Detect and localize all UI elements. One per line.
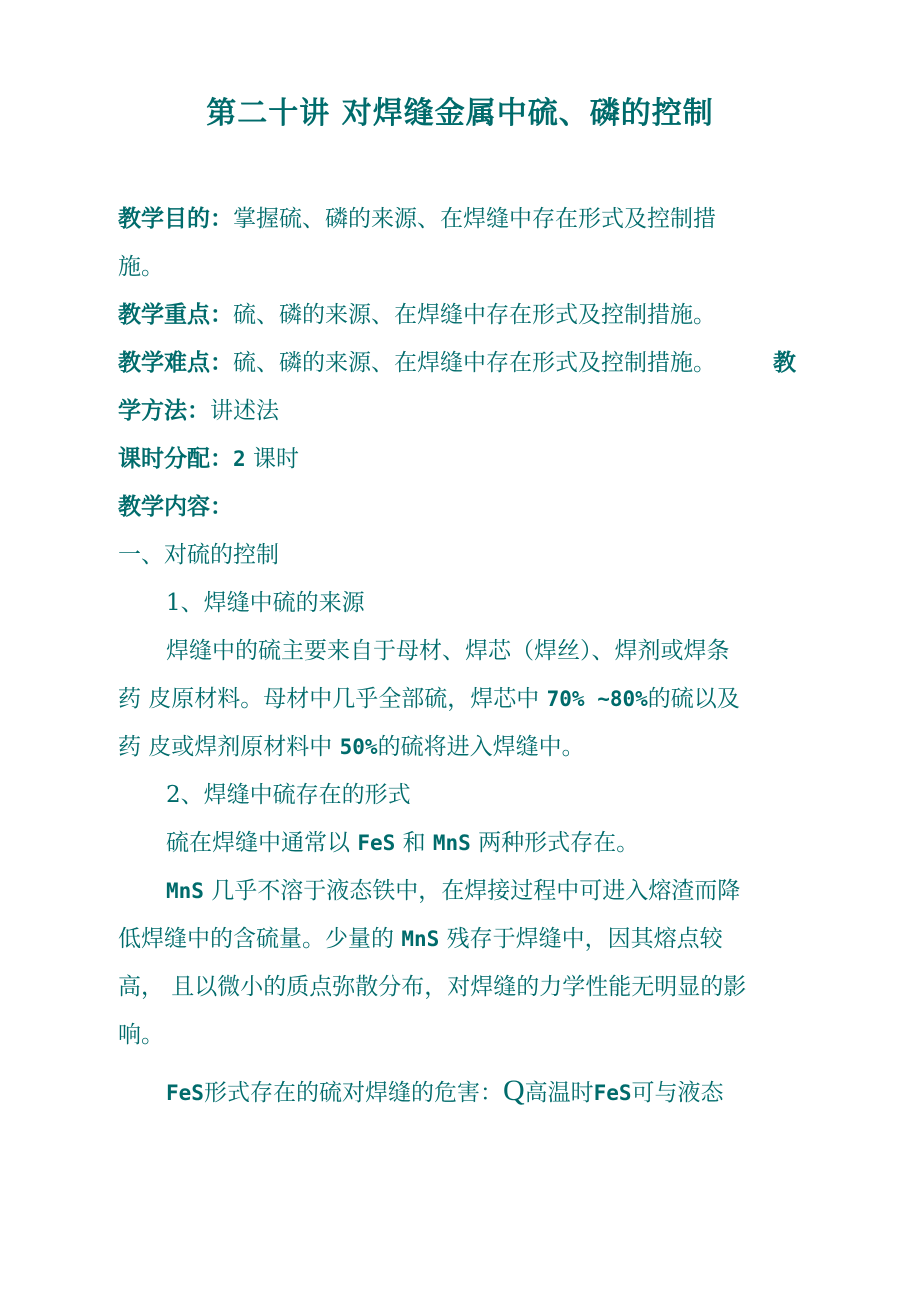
formula-fes: FeS — [593, 1081, 632, 1105]
formula-mns: MnS — [432, 831, 471, 855]
paragraph-line — [118, 731, 808, 763]
paragraph-text: 药 皮或焊剂原材料中 — [118, 734, 333, 760]
subsection-heading: 2、焊缝中硫存在的形式 — [166, 782, 411, 808]
paragraph-text: 硫在焊缝中通常以 — [166, 830, 350, 856]
method-label-start: 教 — [773, 349, 796, 376]
objective-text-cont: 施。 — [118, 254, 164, 280]
paragraph-text: 和 — [402, 830, 426, 856]
objective-line — [118, 203, 808, 235]
paragraph-line — [166, 1075, 856, 1109]
difficulties-text: 硫、磷的来源、在焊缝中存在形式及控制措施。 — [233, 350, 716, 376]
paragraph-line: 焊缝中的硫主要来自于母材、焊芯（焊丝）、焊剂或焊条 — [166, 638, 730, 664]
paragraph-line — [118, 683, 808, 715]
objective-text: 掌握硫、磷的来源、在焊缝中存在形式及控制措 — [233, 206, 716, 232]
paragraph-text: 药 皮原材料。母材中几乎全部硫，焊芯中 — [118, 686, 540, 712]
paragraph-line — [118, 923, 808, 955]
hours-number: 2 — [233, 447, 246, 471]
paragraph-text: 的硫将进入焊缝中。 — [377, 734, 585, 760]
percent-value: 50% — [339, 735, 378, 759]
method-line — [118, 395, 808, 427]
section-heading: 一、对硫的控制 — [118, 542, 279, 568]
formula-fes: FeS — [357, 831, 396, 855]
key-points-line — [118, 299, 808, 331]
paragraph-line: 高， 且以微小的质点弥散分布，对焊缝的力学性能无明显的影 — [118, 974, 747, 1000]
difficulties-label: 教学难点： — [118, 349, 233, 376]
paragraph-line — [166, 875, 856, 907]
paragraph-text: 两种形式存在。 — [478, 830, 640, 856]
paragraph-line: 响。 — [118, 1022, 164, 1048]
hours-line — [118, 443, 808, 475]
objective-line-2 — [118, 251, 808, 283]
difficulties-line — [118, 347, 808, 379]
paragraph-text: 形式存在的硫对焊缝的危害： — [203, 1080, 503, 1106]
page-title: 第二十讲 对焊缝金属中硫、磷的控制 — [206, 96, 714, 131]
paragraph-text: 的硫以及 — [647, 686, 740, 712]
method-text: 讲述法 — [210, 398, 279, 424]
paragraph-text: 低焊缝中的含硫量。少量的 — [118, 926, 394, 952]
method-label: 学方法： — [118, 397, 210, 424]
percent-value: 70% ~80% — [546, 687, 648, 711]
paragraph-line — [166, 827, 856, 859]
hours-label: 课时分配： — [118, 445, 233, 472]
paragraph-text: 可与液态 — [631, 1080, 724, 1106]
objective-label: 教学目的： — [118, 205, 233, 232]
key-points-text: 硫、磷的来源、在焊缝中存在形式及控制措施。 — [233, 302, 716, 328]
paragraph-text: 高温时 — [524, 1080, 594, 1106]
formula-mns: MnS — [166, 879, 204, 903]
content-label: 教学内容： — [118, 493, 233, 520]
hours-text: 课时 — [252, 446, 299, 472]
key-points-label: 教学重点： — [118, 301, 233, 328]
subsection-heading: 1、焊缝中硫的来源 — [166, 590, 365, 616]
circled-marker: Q — [502, 1074, 525, 1107]
paragraph-text: 几乎不溶于液态铁中，在焊接过程中可进入熔渣而降 — [211, 878, 741, 904]
paragraph-text: 残存于焊缝中，因其熔点较 — [446, 926, 723, 952]
formula-mns: MnS — [401, 927, 440, 951]
formula-fes: FeS — [166, 1081, 204, 1105]
